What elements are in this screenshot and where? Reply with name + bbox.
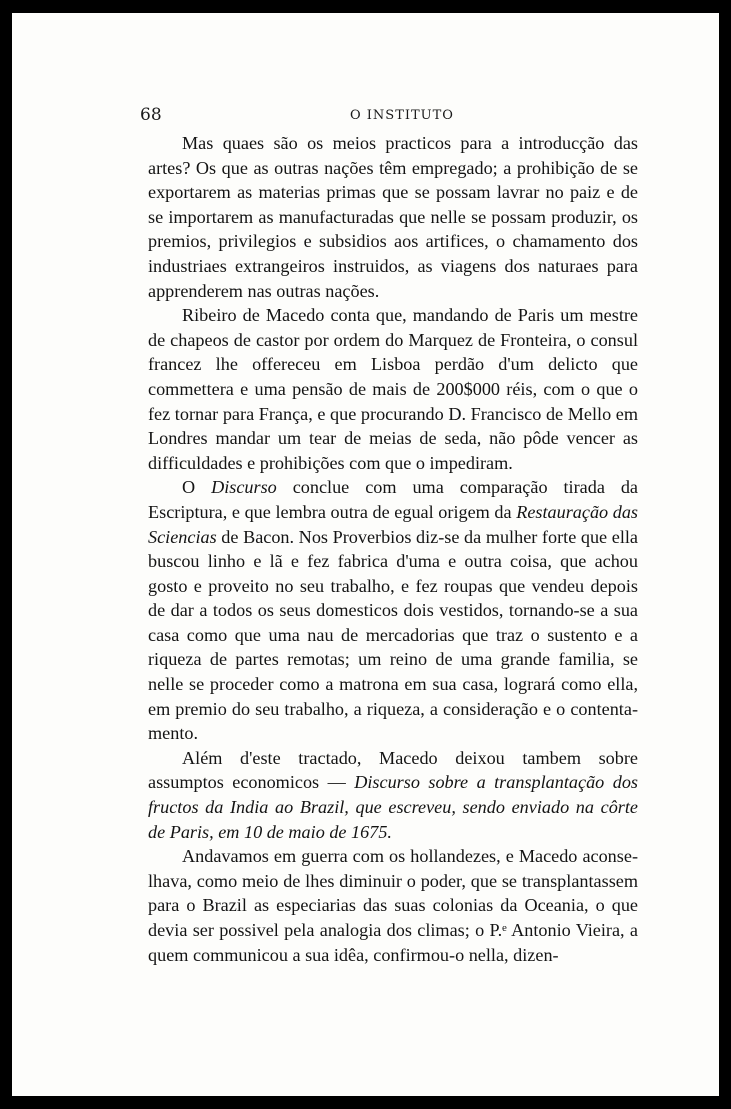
paragraph [148,303,638,475]
paragraph-text: de Bacon. Nos Proverbios diz-se da mulher forte que ella buscou linho e lã e fez fabrica d'uma e outra coisa, que achou gosto e proveito no seu trabalho, e fez roupas que vendeu depois de dar a todos os seus domesticos dois vestidos, tornando-se a sua casa como que uma nau de mercadorias que traz o sustento e a riqueza de partes remotas; um reino de uma grande familia, se nelle se proceder como a matrona em sua casa, logrará como ella, em premio do seu trabalho, a riqueza, a consideração e o contentamento. [148,526,638,744]
paragraph-text: conclue com uma comparação tirada da Escriptura, e que lembra outra de egual origem da [148,477,638,522]
paragraph-text: Mas quaes são os meios practicos para a introducção das artes? Os que as outras nações têm empregado; a prohibição de se exportarem as materias primas que se possam lavrar no paiz e de se importarem as manufacturadas que nelle se possam produzir, os premios, privilegios e subsidios aos artifices, o chamamento dos industriaes extrangeiros instruidos, as viagens dos naturaes para apprenderem nas outras nações. [148,133,638,301]
running-head: O INSTITUTO [350,108,454,123]
page-header [140,105,640,129]
paragraph-text: O [182,477,212,498]
paragraph-text: Andavamos em guerra com os hollandezes, e Macedo aconselhava, como meio de lhes diminuir o poder, que se transplantassem para o Brazil as especiarias das suas colonias da Oceania, o que devia ser possivel pela analogia dos climas; o P.ᵉ Antonio Vieira, a quem communicou a sua idêa, confirmou-o nella, dizen- [148,846,638,965]
italic-title: Discurso [211,477,277,498]
body-text [148,131,638,967]
paragraph [148,131,638,303]
page-scan [12,13,719,1096]
page-number: 68 [140,105,162,125]
paragraph-text: Ribeiro de Macedo conta que, mandando de Paris um mestre de chapeos de castor por ordem do Marquez de Fronteira, o consul francez lhe offereceu em Lisboa perdão d'um delicto que commettera e uma pensão de mais de 200$000 réis, com o que o fez tornar para França, e que procurando D. Francisco de Mello em Londres mandar um tear de meias de seda, não pôde vencer as difficuldades e prohibições com que o impediram. [148,305,638,473]
paragraph [148,844,638,967]
paragraph-text: Além d'este tractado, Macedo deixou tambem sobre assumptos economicos — [148,747,638,793]
italic-title: Discurso sobre a transplantação dos fructos da India ao Brazil, que escreveu, sendo enviado na côrte de Paris, em 10 de maio de 1675. [148,772,638,842]
paragraph [148,475,638,746]
italic-title: Restauração das Sciencias [148,501,639,547]
paragraph [148,746,638,844]
